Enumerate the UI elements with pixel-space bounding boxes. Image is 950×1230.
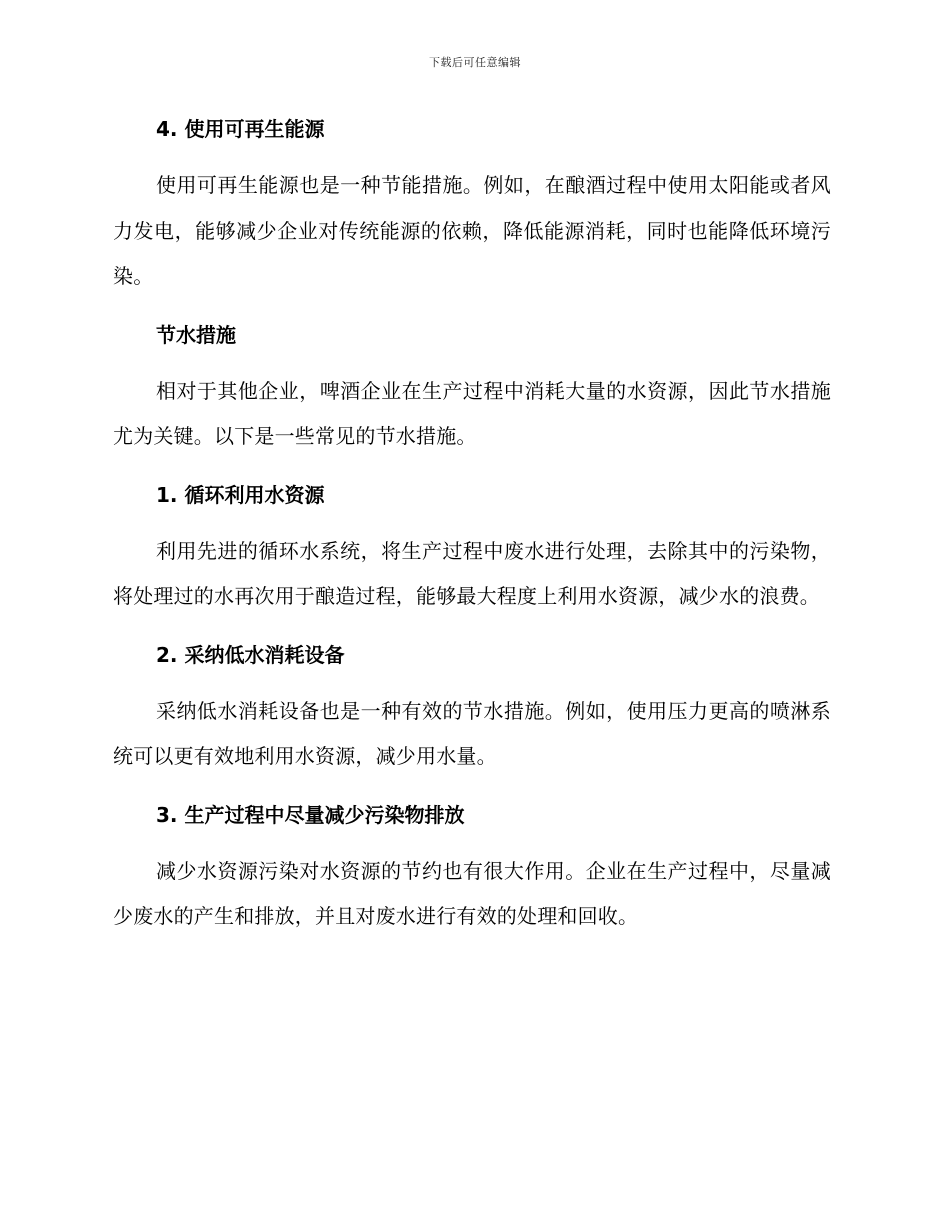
section-paragraph: 相对于其他企业，啤酒企业在生产过程中消耗大量的水资源，因此节水措施尤为关键。以下是一些常见的节水措施。 xyxy=(113,378,831,448)
section-water-saving xyxy=(113,318,831,460)
section-renewable-energy xyxy=(113,112,831,300)
header-note: 下载后可任意编辑 xyxy=(429,56,521,69)
section-low-water-equipment xyxy=(113,638,831,780)
section-paragraph: 使用可再生能源也是一种节能措施。例如，在酿酒过程中使用太阳能或者风力发电，能够减少企业对传统能源的依赖，降低能源消耗，同时也能降低环境污染。 xyxy=(113,173,831,288)
section-heading: 3. 生产过程中尽量减少污染物排放 xyxy=(156,802,465,827)
section-heading: 节水措施 xyxy=(156,322,236,347)
section-heading: 1. 循环利用水资源 xyxy=(156,482,325,507)
section-heading: 4. 使用可再生能源 xyxy=(156,117,325,141)
section-reduce-pollution xyxy=(113,798,831,940)
document-body xyxy=(113,112,831,940)
section-paragraph: 利用先进的循环水系统，将生产过程中废水进行处理，去除其中的污染物，将处理过的水再次用于酿造过程，能够最大程度上利用水资源，减少水的浪费。 xyxy=(113,538,831,608)
section-paragraph: 减少水资源污染对水资源的节约也有很大作用。企业在生产过程中，尽量减少废水的产生和排放，并且对废水进行有效的处理和回收。 xyxy=(113,858,831,928)
section-heading: 2. 采纳低水消耗设备 xyxy=(156,642,345,667)
section-paragraph: 采纳低水消耗设备也是一种有效的节水措施。例如，使用压力更高的喷淋系统可以更有效地利用水资源，减少用水量。 xyxy=(113,698,831,768)
section-water-recycling xyxy=(113,478,831,620)
